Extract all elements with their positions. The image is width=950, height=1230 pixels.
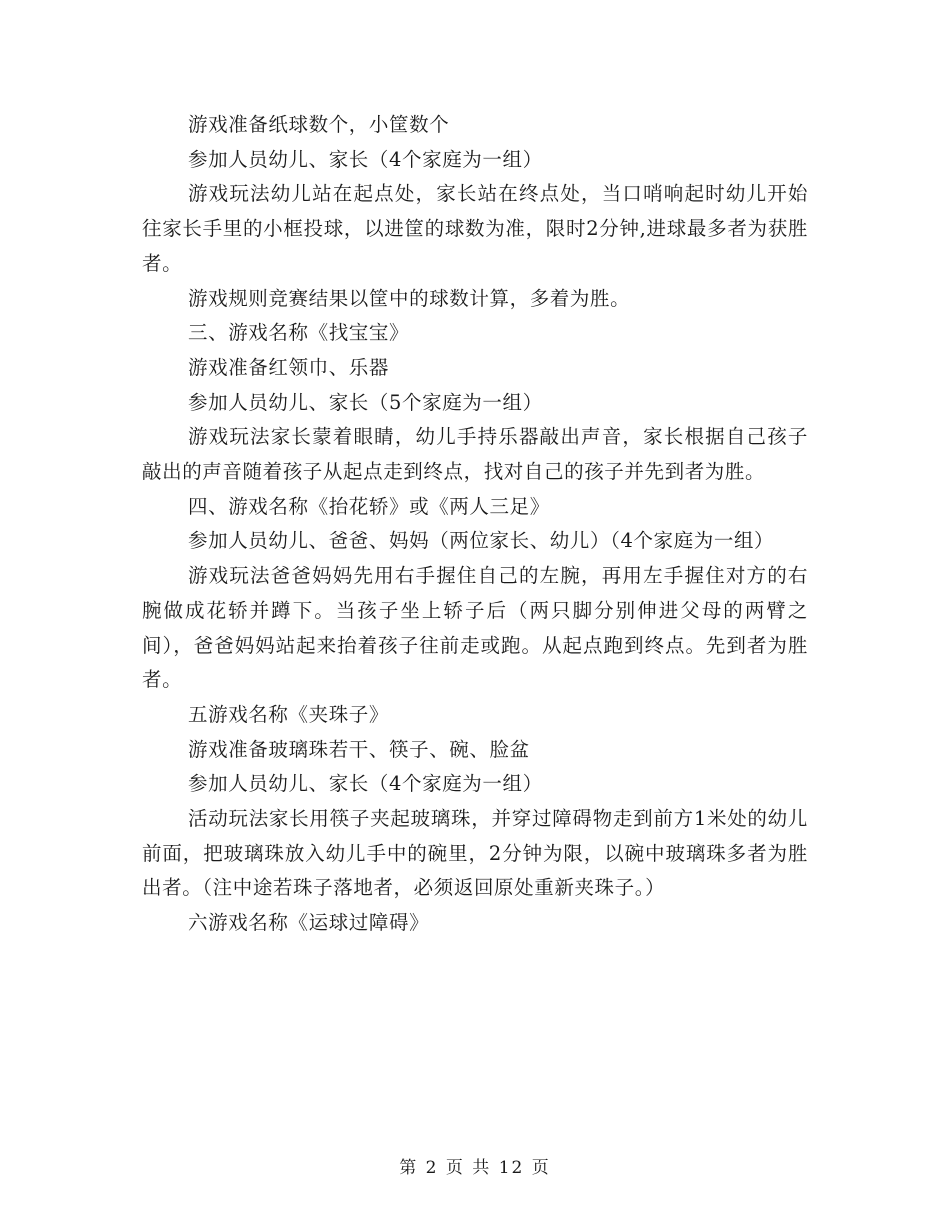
section-heading: 六游戏名称《运球过障碍》 [188,911,430,935]
paragraph: 游戏准备红领巾、乐器 [188,355,390,379]
paragraph: 游戏玩法家长蒙着眼睛，幼儿手持乐器敲出声音，家长根据自己孩子敲出的声音随着孩子从起点走到终点，找对自己的孩子并先到者为胜。 [142,425,808,484]
paragraph: 参加人员幼儿、家长（4个家庭为一组） [188,772,543,796]
paragraph: 游戏玩法爸爸妈妈先用右手握住自己的左腕，再用左手握住对方的右腕做成花轿并蹲下。当孩子坐上轿子后（两只脚分别伸进父母的两臂之间），爸爸妈妈站起来抬着孩子往前走或跑。从起点跑到终点。先到者为胜者。 [142,564,808,692]
paragraph: 游戏玩法幼儿站在起点处，家长站在终点处，当口哨响起时幼儿开始往家长手里的小框投球，以进筐的球数为准，限时2分钟,进球最多者为获胜者。 [142,182,808,275]
paragraph: 游戏准备玻璃珠若干、筷子、碗、脸盆 [188,737,530,761]
page-number-footer: 第 2 页 共 12 页 [399,1158,551,1178]
paragraph: 活动玩法家长用筷子夹起玻璃珠，并穿过障碍物走到前方1米处的幼儿前面，把玻璃珠放入幼儿手中的碗里，2分钟为限，以碗中玻璃珠多者为胜出者。（注中途若珠子落地者，必须返回原处重新夹珠子。） [142,807,808,900]
paragraph: 参加人员幼儿、家长（4个家庭为一组） [188,147,543,171]
paragraph: 参加人员幼儿、爸爸、妈妈（两位家长、幼儿）（4个家庭为一组） [188,529,775,553]
section-heading: 五游戏名称《夹珠子》 [188,702,390,726]
section-heading: 四、游戏名称《抬花轿》或《两人三足》 [188,494,550,518]
section-heading: 三、游戏名称《找宝宝》 [188,321,410,345]
document-body [142,108,808,941]
paragraph: 游戏规则竞赛结果以筐中的球数计算，多着为胜。 [188,286,631,310]
paragraph: 游戏准备纸球数个，小筐数个 [188,113,450,136]
paragraph: 参加人员幼儿、家长（5个家庭为一组） [188,390,543,414]
